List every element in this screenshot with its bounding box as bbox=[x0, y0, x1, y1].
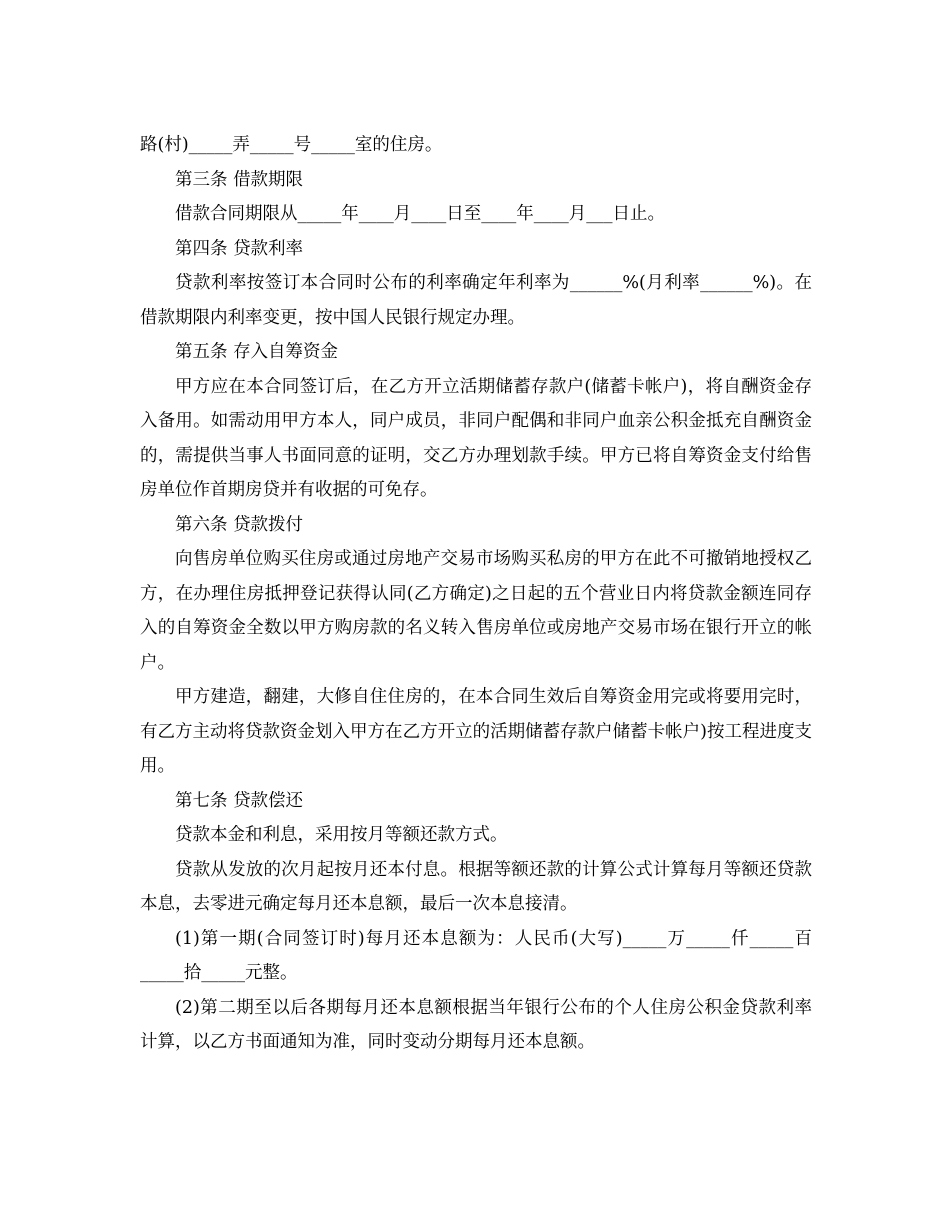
paragraph-disbursement-purchase: 向售房单位购买住房或通过房地产交易市场购买私房的甲方在此不可撤销地授权乙方，在办理住房抵押登记获得认同(乙方确定)之日起的五个营业日内将贷款金额连同存入的自筹资金全数以甲方购房款的名义转入售房单位或房地产交易市场在银行开立的帐户。 bbox=[140, 549, 812, 673]
heading-article-4-interest-rate: 第四条 贷款利率 bbox=[175, 238, 304, 259]
paragraph-address-line: 路(村)_____弄_____号_____室的住房。 bbox=[140, 135, 443, 155]
paragraph-first-period-amount: (1)第一期(合同签订时)每月还本息额为：人民币(大写)_____万_____仟_____百_____拾_____元整。 bbox=[140, 928, 812, 983]
heading-article-3-loan-term: 第三条 借款期限 bbox=[175, 169, 304, 190]
paragraph-later-period-amount: (2)第二期至以后各期每月还本息额根据当年银行公布的个人住房公积金贷款利率计算，以乙方书面通知为准，同时变动分期每月还本息额。 bbox=[140, 997, 812, 1052]
paragraph-repayment-schedule: 贷款从发放的次月起按月还本付息。根据等额还款的计算公式计算每月等额还贷款本息，去零进元确定每月还本息额，最后一次本息接清。 bbox=[140, 859, 812, 914]
heading-article-5-self-funds: 第五条 存入自筹资金 bbox=[175, 342, 339, 362]
paragraph-self-funds: 甲方应在本合同签订后，在乙方开立活期储蓄存款户(储蓄卡帐户)，将自酬资金存入备用。如需动用甲方本人，同户成员，非同户配偶和非同户血亲公积金抵充自酬资金的，需提供当事人书面同意的证明，交乙方办理划款手续。甲方已将自筹资金支付给售房单位作首期房贷并有收据的可免存。 bbox=[140, 376, 812, 500]
document-page bbox=[140, 128, 812, 1060]
paragraph-disbursement-construction: 甲方建造，翻建，大修自住住房的，在本合同生效后自筹资金用完或将要用完时，有乙方主动将贷款资金划入甲方在乙方开立的活期储蓄存款户储蓄卡帐户)按工程进度支用。 bbox=[140, 687, 812, 776]
paragraph-interest-rate: 贷款利率按签订本合同时公布的利率确定年利率为______%(月利率______%)。在借款期限内利率变更，按中国人民银行规定办理。 bbox=[140, 273, 812, 328]
paragraph-repayment-method: 贷款本金和利息，采用按月等额还款方式。 bbox=[175, 825, 508, 845]
paragraph-loan-term: 借款合同期限从_____年____月____日至____年____月___日止。 bbox=[175, 204, 665, 224]
heading-article-7-repayment: 第七条 贷款偿还 bbox=[175, 790, 304, 811]
heading-article-6-disbursement: 第六条 贷款拨付 bbox=[175, 514, 304, 535]
